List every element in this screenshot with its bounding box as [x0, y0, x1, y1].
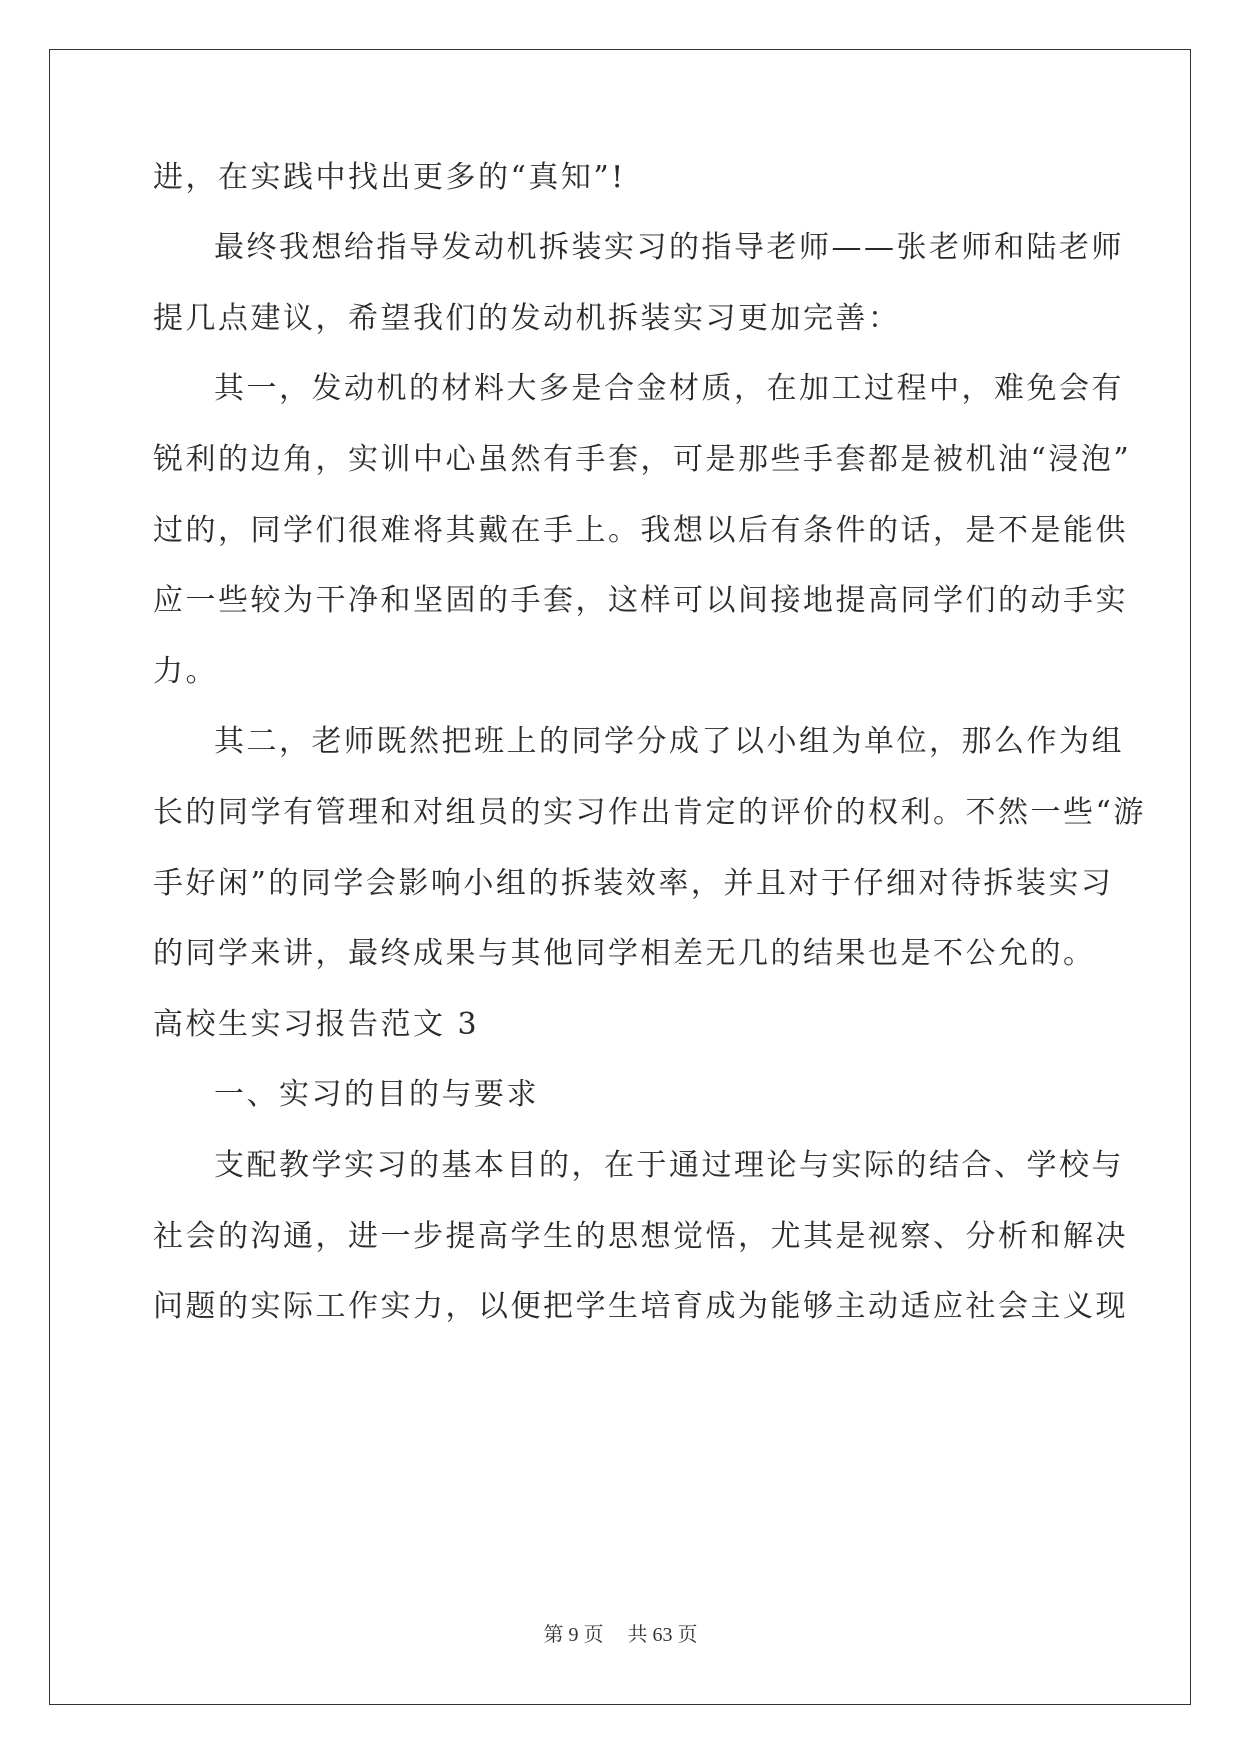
- text-line: 力。: [153, 654, 218, 689]
- paragraph-line: 其一，发动机的材料大多是合金材质，在加工过程中，难免会有: [214, 371, 1124, 406]
- text-line: 的同学来讲，最终成果与其他同学相差无几的结果也是不公允的。: [153, 936, 1096, 971]
- paragraph-line: 最终我想给指导发动机拆装实习的指导老师——张老师和陆老师: [214, 230, 1124, 265]
- subsection-heading: 一、实习的目的与要求: [214, 1077, 539, 1112]
- text-line: 社会的沟通，进一步提高学生的思想觉悟，尤其是视察、分析和解决: [153, 1219, 1128, 1254]
- page-total: 共 63 页: [627, 1624, 698, 1646]
- text-line: 锐利的边角，实训中心虽然有手套，可是那些手套都是被机油“浸泡”: [153, 442, 1132, 477]
- page-footer: [0, 1618, 1241, 1647]
- paragraph-line: 其二，老师既然把班上的同学分成了以小组为单位，那么作为组: [214, 724, 1124, 759]
- text-line: 问题的实际工作实力，以便把学生培育成为能够主动适应社会主义现: [153, 1289, 1128, 1324]
- text-line: 进，在实践中找出更多的“真知”!: [153, 160, 626, 195]
- paragraph-line: 支配教学实习的基本目的，在于通过理论与实际的结合、学校与: [214, 1148, 1124, 1183]
- page-number: 第 9 页: [543, 1624, 604, 1646]
- section-heading: 高校生实习报告范文 3: [153, 1007, 480, 1042]
- text-line: 应一些较为干净和坚固的手套，这样可以间接地提高同学们的动手实: [153, 583, 1128, 618]
- text-line: 手好闲”的同学会影响小组的拆装效率，并且对于仔细对待拆装实习: [153, 866, 1114, 901]
- text-line: 长的同学有管理和对组员的实习作出肯定的评价的权利。不然一些“游: [153, 795, 1146, 830]
- text-line: 提几点建议，希望我们的发动机拆装实习更加完善：: [153, 301, 901, 336]
- text-line: 过的，同学们很难将其戴在手上。我想以后有条件的话，是不是能供: [153, 513, 1128, 548]
